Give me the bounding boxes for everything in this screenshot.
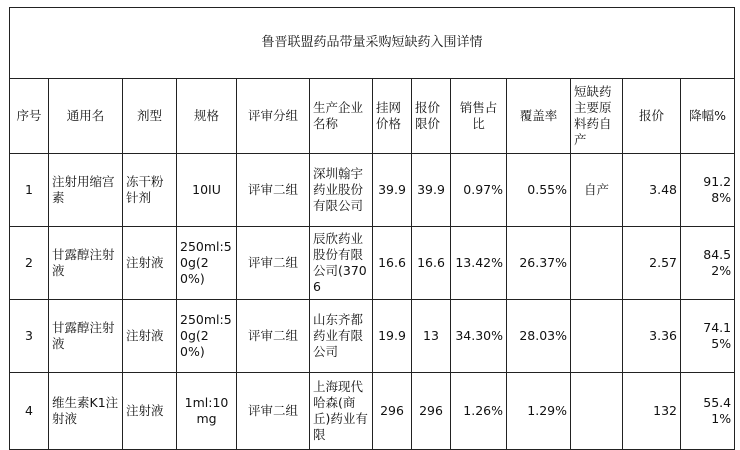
table-cell: 3.48 xyxy=(623,154,681,227)
table-cell: 28.03% xyxy=(507,300,571,373)
header-cell: 短缺药主要原料药自产 xyxy=(571,79,623,154)
header-cell: 销售占比 xyxy=(451,79,507,154)
table-cell: 0.97% xyxy=(451,154,507,227)
table-cell: 74.15% xyxy=(681,300,735,373)
table-cell: 132 xyxy=(623,373,681,450)
table-cell: 13 xyxy=(412,300,451,373)
table-cell: 注射液 xyxy=(123,300,177,373)
header-cell: 通用名 xyxy=(49,79,123,154)
table-cell: 注射液 xyxy=(123,227,177,300)
table-cell: 冻干粉针剂 xyxy=(123,154,177,227)
header-cell: 序号 xyxy=(10,79,49,154)
table-cell: 34.30% xyxy=(451,300,507,373)
table-cell: 10IU xyxy=(177,154,237,227)
table-cell: 评审二组 xyxy=(237,373,310,450)
table-cell: 甘露醇注射液 xyxy=(49,300,123,373)
table-cell: 1 xyxy=(10,154,49,227)
table-cell: 296 xyxy=(412,373,451,450)
table-cell: 评审二组 xyxy=(237,227,310,300)
table-cell: 0.55% xyxy=(507,154,571,227)
table-cell: 19.9 xyxy=(373,300,412,373)
table-cell: 3 xyxy=(10,300,49,373)
table-cell xyxy=(571,227,623,300)
table-cell: 注射用缩宫素 xyxy=(49,154,123,227)
table-cell xyxy=(571,373,623,450)
table-cell: 16.6 xyxy=(412,227,451,300)
table-cell: 4 xyxy=(10,373,49,450)
table-cell: 91.28% xyxy=(681,154,735,227)
table-cell: 13.42% xyxy=(451,227,507,300)
header-cell: 评审分组 xyxy=(237,79,310,154)
table-row xyxy=(10,154,735,227)
table-cell: 1ml:10mg xyxy=(177,373,237,450)
table-cell: 26.37% xyxy=(507,227,571,300)
table-cell: 深圳翰宇药业股份有限公司 xyxy=(310,154,373,227)
table-cell: 甘露醇注射液 xyxy=(49,227,123,300)
table-cell: 3.36 xyxy=(623,300,681,373)
table-cell: 250ml:50g(20%) xyxy=(177,227,237,300)
header-row xyxy=(10,79,735,154)
header-cell: 覆盖率 xyxy=(507,79,571,154)
table-cell: 250ml:50g(20%) xyxy=(177,300,237,373)
table-row xyxy=(10,373,735,450)
table-cell: 自产 xyxy=(571,154,623,227)
table-cell: 2.57 xyxy=(623,227,681,300)
table-cell xyxy=(571,300,623,373)
table-row xyxy=(10,227,735,300)
table-cell: 评审二组 xyxy=(237,154,310,227)
header-cell: 挂网价格 xyxy=(373,79,412,154)
header-cell: 降幅% xyxy=(681,79,735,154)
table-cell: 2 xyxy=(10,227,49,300)
table-cell: 55.41% xyxy=(681,373,735,450)
table-cell: 39.9 xyxy=(412,154,451,227)
table-cell: 辰欣药业股份有限公司(3706 xyxy=(310,227,373,300)
table-cell: 评审二组 xyxy=(237,300,310,373)
table-cell: 维生素K1注射液 xyxy=(49,373,123,450)
table-cell: 注射液 xyxy=(123,373,177,450)
table-cell: 39.9 xyxy=(373,154,412,227)
header-cell: 剂型 xyxy=(123,79,177,154)
table-cell: 1.29% xyxy=(507,373,571,450)
table-cell: 山东齐都药业有限公司 xyxy=(310,300,373,373)
header-cell: 规格 xyxy=(177,79,237,154)
header-cell: 报价 xyxy=(623,79,681,154)
table-cell: 84.52% xyxy=(681,227,735,300)
procurement-table xyxy=(9,7,735,450)
table-cell: 296 xyxy=(373,373,412,450)
header-cell: 生产企业名称 xyxy=(310,79,373,154)
table-cell: 16.6 xyxy=(373,227,412,300)
table-row xyxy=(10,300,735,373)
table-cell: 上海现代哈森(商丘)药业有限 xyxy=(310,373,373,450)
header-cell: 报价限价 xyxy=(412,79,451,154)
title-row xyxy=(10,8,735,79)
table-cell: 1.26% xyxy=(451,373,507,450)
table-title: 鲁晋联盟药品带量采购短缺药入围详情 xyxy=(10,8,735,79)
